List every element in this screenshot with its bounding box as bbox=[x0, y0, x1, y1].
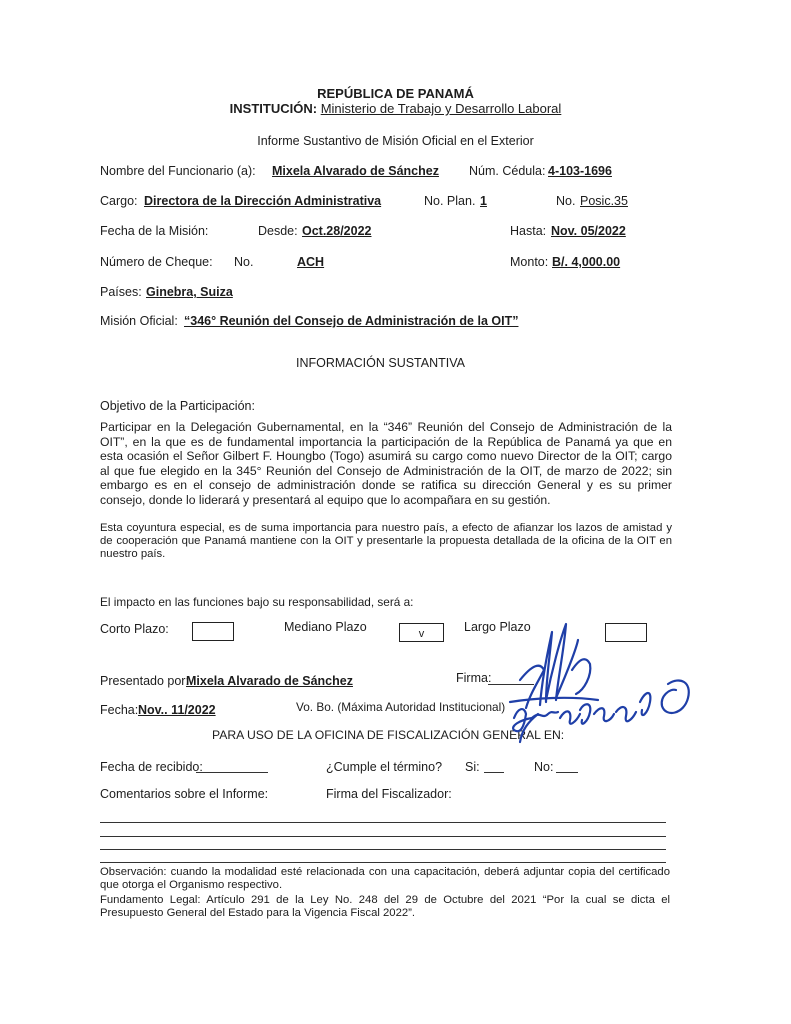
mediano-plazo-checkbox[interactable]: v bbox=[399, 623, 444, 642]
official-name-value: Mixela Alvarado de Sánchez bbox=[272, 164, 439, 178]
si-label: Si: bbox=[465, 760, 480, 774]
cheque-value: ACH bbox=[297, 255, 325, 269]
firma-label: Firma: bbox=[456, 671, 492, 685]
plan-label: No. Plan. bbox=[424, 194, 476, 208]
presented-by-label: Presentado por: bbox=[100, 674, 189, 688]
no-line[interactable] bbox=[556, 772, 578, 773]
monto-value: B/. 4,000.00 bbox=[552, 255, 621, 269]
impact-label: El impacto en las funciones bajo su responsabilidad, será a: bbox=[100, 595, 414, 609]
mision-value: “346° Reunión del Consejo de Administración de la OIT” bbox=[184, 314, 519, 328]
signature-image bbox=[480, 610, 710, 760]
observacion-text: Observación: cuando la modalidad esté relacionada con una capacitación, deberá adjuntar copia del certificado que otorga el Organismo respectivo. bbox=[100, 866, 670, 891]
report-title: Informe Sustantivo de Misión Oficial en el Exterior bbox=[257, 134, 534, 148]
recibido-line[interactable] bbox=[196, 772, 268, 773]
corto-plazo-label: Corto Plazo: bbox=[100, 622, 169, 636]
official-name-label: Nombre del Funcionario (a): bbox=[100, 164, 256, 178]
posic-value: Posic.35 bbox=[580, 194, 628, 208]
mediano-plazo-label: Mediano Plazo bbox=[284, 620, 367, 634]
cedula-value: 4-103-1696 bbox=[548, 164, 612, 178]
cargo-label: Cargo: bbox=[100, 194, 138, 208]
mision-label: Misión Oficial: bbox=[100, 314, 178, 328]
largo-plazo-label: Largo Plazo bbox=[464, 620, 531, 634]
hasta-value: Nov. 05/2022 bbox=[551, 224, 626, 238]
si-line[interactable] bbox=[484, 772, 504, 773]
comment-line[interactable] bbox=[100, 822, 666, 823]
comment-line[interactable] bbox=[100, 862, 666, 863]
institution-label: INSTITUCIÓN: bbox=[229, 101, 318, 116]
recibido-label: Fecha de recibido: bbox=[100, 760, 203, 774]
paises-label: Países: bbox=[100, 285, 142, 299]
objective-paragraph-2: Esta coyuntura especial, es de suma importancia para nuestro país, a efecto de afianzar los lazos de amistad y de cooperación que Panamá mantiene con la OIT y presentarle la propuesta detallada de la oficina de la OIT en nuestro país. bbox=[100, 522, 672, 560]
desde-value: Oct.28/2022 bbox=[302, 224, 372, 238]
objective-paragraph-1: Participar en la Delegación Gubernamental, en la “346” Reunión del Consejo de Administración de la OIT”, en la que es de fundamental importancia la participación de la República de Panamá ya que en esta ocasión el Señor Gilbert F. Houngbo (Togo) asumirá su cargo como nuevo Director de la OIT; cargo al que fue elegido en la 345° Reunión del Consejo de Administración de la OIT, de marzo de 2022; sin embargo es en el consejo de administración donde se ratifica su dirección General y es su primer consejo, donde lo liderará y presentará al equipo que lo acompañara en su gestión. bbox=[100, 420, 672, 507]
comment-line[interactable] bbox=[100, 849, 666, 850]
vobo-label: Vo. Bo. (Máxima Autoridad Institucional) bbox=[296, 700, 506, 714]
mission-date-label: Fecha de la Misión: bbox=[100, 224, 209, 238]
plan-value: 1 bbox=[480, 194, 487, 208]
comentarios-label: Comentarios sobre el Informe: bbox=[100, 787, 269, 801]
cedula-label: Núm. Cédula: bbox=[469, 164, 546, 178]
firma-fiscalizador-label: Firma del Fiscalizador: bbox=[326, 787, 452, 801]
country-heading: REPÚBLICA DE PANAMÁ bbox=[317, 86, 474, 101]
monto-label: Monto: bbox=[510, 255, 549, 269]
fiscal-title: PARA USO DE LA OFICINA DE FISCALIZACIÓN GENERAL EN: bbox=[212, 728, 565, 742]
section-title: INFORMACIÓN SUSTANTIVA bbox=[296, 356, 465, 370]
presented-date-value: Nov.. 11/2022 bbox=[138, 703, 216, 717]
fundamento-text: Fundamento Legal: Artículo 291 de la Ley No. 248 del 29 de Octubre del 2021 “Por la cual se dicta el Presupuesto General del Estado para la Vigencia Fiscal 2022”. bbox=[100, 894, 670, 919]
desde-label: Desde: bbox=[258, 224, 298, 238]
institution-value: Ministerio de Trabajo y Desarrollo Laboral bbox=[320, 101, 562, 116]
hasta-label: Hasta: bbox=[510, 224, 547, 238]
no-label: No: bbox=[534, 760, 554, 774]
cumple-label: ¿Cumple el término? bbox=[326, 760, 443, 774]
objective-label: Objetivo de la Participación: bbox=[100, 399, 255, 413]
comment-line[interactable] bbox=[100, 836, 666, 837]
cargo-value: Directora de la Dirección Administrativa bbox=[144, 194, 382, 208]
corto-plazo-checkbox[interactable] bbox=[192, 622, 234, 641]
presented-date-label: Fecha: bbox=[100, 703, 139, 717]
posic-label: No. bbox=[556, 194, 576, 208]
cheque-label: Número de Cheque: bbox=[100, 255, 213, 269]
institution-line bbox=[0, 101, 791, 116]
presented-by-value: Mixela Alvarado de Sánchez bbox=[186, 674, 353, 688]
paises-value: Ginebra, Suiza bbox=[146, 285, 233, 299]
cheque-no-label: No. bbox=[234, 255, 254, 269]
